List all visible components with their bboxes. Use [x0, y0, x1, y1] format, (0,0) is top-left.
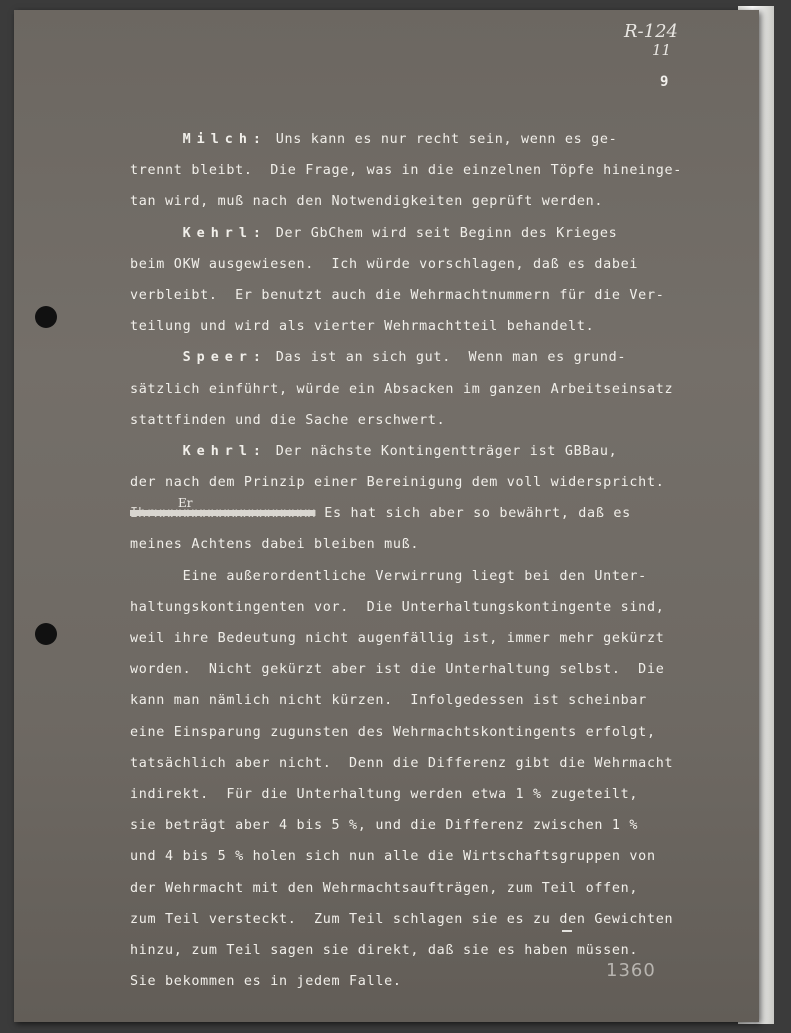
- document-body: [130, 124, 700, 997]
- text-line: hinzu, zum Teil sagen sie direkt, daß sie es haben müssen.: [130, 942, 639, 958]
- text-line: der nach dem Prinzip einer Bereinigung dem voll widerspricht.: [130, 475, 665, 491]
- speaker-name: Kehrl:: [182, 225, 267, 241]
- text-line: Eine außerordentliche Verwirrung liegt bei den Unter-: [130, 568, 647, 584]
- text-line: Speer: Das ist an sich gut. Wenn man es grund-: [182, 350, 627, 366]
- text-line: verbleibt. Er benutzt auch die Wehrmachtnummern für die Ver-: [130, 287, 665, 303]
- text-line: meines Achtens dabei bleiben muß.: [130, 537, 420, 553]
- speaker-name: Kehrl:: [182, 443, 267, 459]
- text-line: trennt bleibt. Die Frage, was in die einzelnen Töpfe hineinge-: [130, 163, 682, 179]
- speaker-name: Milch:: [182, 132, 267, 147]
- speaker-name: Speer:: [182, 350, 267, 366]
- text-line: stattfinden und die Sache erschwert.: [130, 412, 446, 428]
- text-line: Kehrl: Der GbChem wird seit Beginn des Krieges: [182, 225, 618, 241]
- archive-sub: 11: [652, 41, 672, 59]
- punch-hole-bottom: [35, 623, 57, 645]
- text-line: der Wehrmacht mit den Wehrmachtsaufträgen, zum Teil offen,: [130, 880, 639, 896]
- text-line: haltungskontingenten vor. Die Unterhaltungskontingente sind,: [130, 599, 665, 615]
- text-line: und 4 bis 5 % holen sich nun alle die Wirtschaftsgruppen von: [130, 849, 656, 865]
- archive-code: R-124: [624, 21, 678, 42]
- text-line: tan wird, muß nach den Notwendigkeiten geprüft werden.: [130, 194, 604, 210]
- archive-reference: [624, 22, 678, 60]
- text-line: Sie bekommen es in jedem Falle.: [130, 974, 402, 990]
- page-number: 9: [660, 74, 669, 90]
- text-line: Kehrl: Der nächste Kontingentträger ist GBBau,: [182, 443, 618, 459]
- struck-through-text: Ihrxxxxxxxxxxxxxxxxxxxx: [130, 506, 316, 522]
- text-line: worden. Nicht gekürzt aber ist die Unterhaltung selbst. Die: [130, 662, 665, 678]
- text-line: tatsächlich aber nicht. Denn die Differenz gibt die Wehrmacht: [130, 755, 674, 771]
- text-line: sie beträgt aber 4 bis 5 %, und die Differenz zwischen 1 %: [130, 818, 639, 834]
- text-line: zum Teil versteckt. Zum Teil schlagen sie es zu den Gewichten: [130, 911, 674, 927]
- text-line: sätzlich einführt, würde ein Absacken im ganzen Arbeitseinsatz: [130, 381, 674, 397]
- handwritten-insertion: Er: [178, 496, 193, 510]
- document-stamp-number: 1360: [606, 960, 656, 981]
- text-line: weil ihre Bedeutung nicht augenfällig ist, immer mehr gekürzt: [130, 631, 665, 646]
- text-line: beim OKW ausgewiesen. Ich würde vorschlagen, daß es dabei: [130, 256, 639, 272]
- text-line: kann man nämlich nicht kürzen. Infolgedessen ist scheinbar: [130, 693, 647, 709]
- text-line: indirekt. Für die Unterhaltung werden etwa 1 % zugeteilt,: [130, 786, 639, 802]
- text-line: Milch: Uns kann es nur recht sein, wenn es ge-: [182, 132, 618, 147]
- text-line: teilung und wird als vierter Wehrmachtteil behandelt.: [130, 319, 595, 335]
- pencil-mark: [562, 930, 572, 932]
- text-line: eine Einsparung zugunsten des Wehrmachtskontingents erfolgt,: [130, 724, 656, 740]
- text-line: Ihrxxxxxxxxxxxxxxxxxxxx Es hat sich aber so bewährt, daß es: [130, 506, 631, 522]
- punch-hole-top: [35, 306, 57, 328]
